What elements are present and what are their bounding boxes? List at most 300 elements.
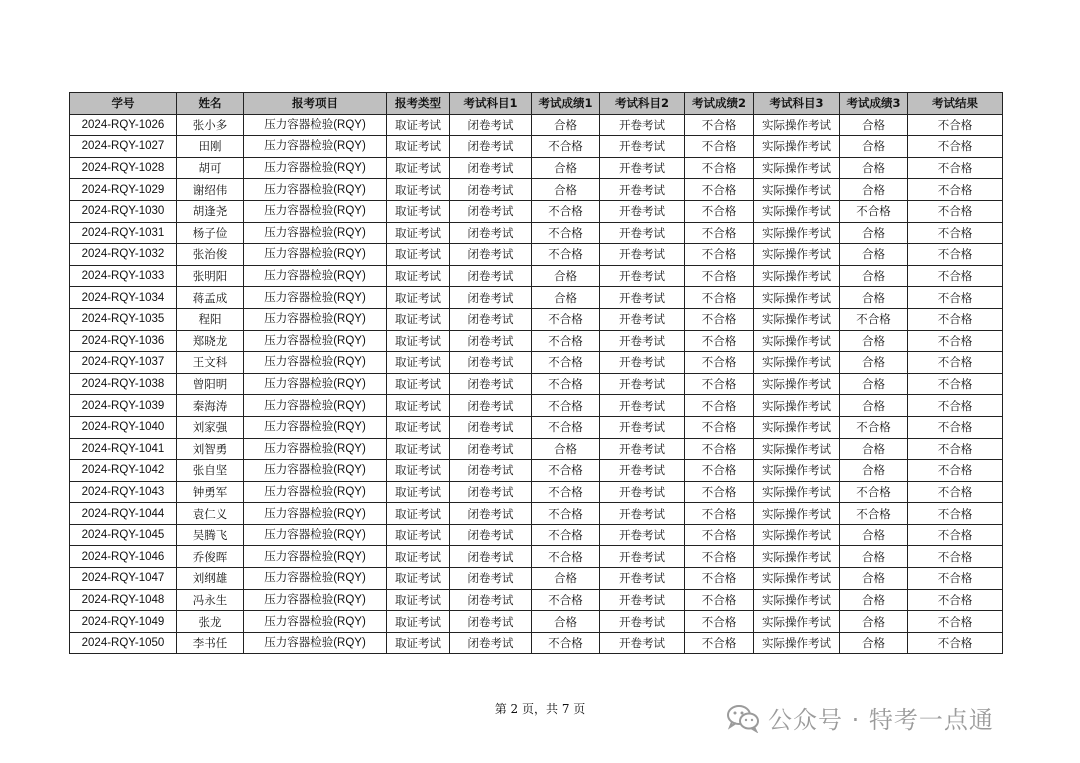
cell-subject-1: 闭卷考试 <box>450 222 532 244</box>
cell-subject-3: 实际操作考试 <box>754 395 840 417</box>
cell-exam-item: 压力容器检验(RQY) <box>244 373 387 395</box>
cell-exam-type: 取证考试 <box>387 611 450 633</box>
cell-name: 张明阳 <box>177 265 244 287</box>
cell-subject-1: 闭卷考试 <box>450 352 532 374</box>
cell-subject-3: 实际操作考试 <box>754 244 840 266</box>
cell-name: 乔俊晖 <box>177 546 244 568</box>
watermark <box>726 700 994 735</box>
cell-subject-1: 闭卷考试 <box>450 546 532 568</box>
cell-score-3: 合格 <box>840 395 908 417</box>
cell-subject-1: 闭卷考试 <box>450 373 532 395</box>
table-row <box>70 308 1003 330</box>
cell-result: 不合格 <box>908 503 1003 525</box>
cell-student-id: 2024-RQY-1030 <box>70 200 177 222</box>
cell-score-3: 合格 <box>840 589 908 611</box>
cell-exam-item: 压力容器检验(RQY) <box>244 568 387 590</box>
cell-score-2: 不合格 <box>685 632 754 654</box>
cell-exam-type: 取证考试 <box>387 200 450 222</box>
cell-exam-type: 取证考试 <box>387 481 450 503</box>
cell-subject-2: 开卷考试 <box>600 352 685 374</box>
header-exam-item: 报考项目 <box>244 93 387 115</box>
cell-score-1: 不合格 <box>532 460 600 482</box>
cell-score-3: 合格 <box>840 632 908 654</box>
cell-exam-type: 取证考试 <box>387 114 450 136</box>
cell-subject-2: 开卷考试 <box>600 438 685 460</box>
cell-result: 不合格 <box>908 524 1003 546</box>
cell-student-id: 2024-RQY-1046 <box>70 546 177 568</box>
cell-score-2: 不合格 <box>685 330 754 352</box>
cell-subject-1: 闭卷考试 <box>450 524 532 546</box>
cell-subject-2: 开卷考试 <box>600 632 685 654</box>
cell-student-id: 2024-RQY-1042 <box>70 460 177 482</box>
cell-score-2: 不合格 <box>685 481 754 503</box>
table-row <box>70 546 1003 568</box>
wechat-icon <box>726 703 760 733</box>
cell-score-3: 不合格 <box>840 416 908 438</box>
header-result: 考试结果 <box>908 93 1003 115</box>
cell-score-1: 不合格 <box>532 244 600 266</box>
cell-student-id: 2024-RQY-1049 <box>70 611 177 633</box>
cell-subject-2: 开卷考试 <box>600 222 685 244</box>
cell-exam-type: 取证考试 <box>387 568 450 590</box>
cell-result: 不合格 <box>908 438 1003 460</box>
cell-student-id: 2024-RQY-1035 <box>70 308 177 330</box>
table-row <box>70 330 1003 352</box>
header-subject-1: 考试科目1 <box>450 93 532 115</box>
cell-subject-3: 实际操作考试 <box>754 589 840 611</box>
table-row <box>70 200 1003 222</box>
cell-subject-2: 开卷考试 <box>600 460 685 482</box>
cell-score-3: 合格 <box>840 179 908 201</box>
cell-subject-2: 开卷考试 <box>600 611 685 633</box>
table-row <box>70 568 1003 590</box>
cell-score-2: 不合格 <box>685 114 754 136</box>
cell-subject-3: 实际操作考试 <box>754 481 840 503</box>
cell-score-1: 不合格 <box>532 136 600 158</box>
cell-name: 王文科 <box>177 352 244 374</box>
cell-name: 刘智勇 <box>177 438 244 460</box>
cell-subject-2: 开卷考试 <box>600 308 685 330</box>
cell-result: 不合格 <box>908 568 1003 590</box>
cell-result: 不合格 <box>908 416 1003 438</box>
cell-name: 胡可 <box>177 157 244 179</box>
cell-exam-item: 压力容器检验(RQY) <box>244 114 387 136</box>
cell-result: 不合格 <box>908 611 1003 633</box>
cell-name: 胡逢尧 <box>177 200 244 222</box>
cell-exam-type: 取证考试 <box>387 179 450 201</box>
cell-exam-type: 取证考试 <box>387 503 450 525</box>
cell-subject-2: 开卷考试 <box>600 481 685 503</box>
cell-result: 不合格 <box>908 136 1003 158</box>
cell-exam-item: 压力容器检验(RQY) <box>244 222 387 244</box>
cell-score-1: 不合格 <box>532 503 600 525</box>
table-row <box>70 157 1003 179</box>
cell-subject-2: 开卷考试 <box>600 524 685 546</box>
cell-exam-type: 取证考试 <box>387 373 450 395</box>
cell-exam-item: 压力容器检验(RQY) <box>244 438 387 460</box>
cell-subject-1: 闭卷考试 <box>450 503 532 525</box>
cell-subject-1: 闭卷考试 <box>450 438 532 460</box>
cell-subject-1: 闭卷考试 <box>450 114 532 136</box>
cell-name: 田刚 <box>177 136 244 158</box>
cell-score-1: 合格 <box>532 179 600 201</box>
cell-subject-1: 闭卷考试 <box>450 416 532 438</box>
cell-name: 刘纲雄 <box>177 568 244 590</box>
cell-subject-3: 实际操作考试 <box>754 136 840 158</box>
cell-result: 不合格 <box>908 460 1003 482</box>
cell-exam-type: 取证考试 <box>387 265 450 287</box>
cell-name: 郑晓龙 <box>177 330 244 352</box>
cell-score-2: 不合格 <box>685 222 754 244</box>
cell-subject-1: 闭卷考试 <box>450 330 532 352</box>
header-student-id: 学号 <box>70 93 177 115</box>
cell-result: 不合格 <box>908 222 1003 244</box>
cell-result: 不合格 <box>908 157 1003 179</box>
cell-score-3: 合格 <box>840 265 908 287</box>
cell-subject-1: 闭卷考试 <box>450 460 532 482</box>
cell-score-1: 合格 <box>532 157 600 179</box>
cell-score-2: 不合格 <box>685 136 754 158</box>
cell-subject-3: 实际操作考试 <box>754 373 840 395</box>
cell-subject-2: 开卷考试 <box>600 546 685 568</box>
cell-exam-item: 压力容器检验(RQY) <box>244 287 387 309</box>
table-row <box>70 287 1003 309</box>
cell-result: 不合格 <box>908 244 1003 266</box>
cell-score-2: 不合格 <box>685 265 754 287</box>
results-table <box>69 92 1003 654</box>
cell-subject-1: 闭卷考试 <box>450 395 532 417</box>
cell-student-id: 2024-RQY-1048 <box>70 589 177 611</box>
cell-subject-3: 实际操作考试 <box>754 524 840 546</box>
cell-exam-type: 取证考试 <box>387 157 450 179</box>
cell-subject-1: 闭卷考试 <box>450 632 532 654</box>
cell-score-1: 不合格 <box>532 481 600 503</box>
cell-score-1: 不合格 <box>532 200 600 222</box>
cell-score-3: 合格 <box>840 546 908 568</box>
table-row <box>70 611 1003 633</box>
cell-exam-item: 压力容器检验(RQY) <box>244 460 387 482</box>
cell-score-3: 合格 <box>840 611 908 633</box>
cell-subject-3: 实际操作考试 <box>754 352 840 374</box>
cell-student-id: 2024-RQY-1040 <box>70 416 177 438</box>
table-row <box>70 395 1003 417</box>
cell-score-1: 不合格 <box>532 632 600 654</box>
cell-student-id: 2024-RQY-1036 <box>70 330 177 352</box>
table-row <box>70 503 1003 525</box>
cell-exam-item: 压力容器检验(RQY) <box>244 265 387 287</box>
cell-score-2: 不合格 <box>685 568 754 590</box>
cell-name: 吴腾飞 <box>177 524 244 546</box>
cell-exam-item: 压力容器检验(RQY) <box>244 632 387 654</box>
cell-name: 杨子俭 <box>177 222 244 244</box>
cell-exam-type: 取证考试 <box>387 416 450 438</box>
cell-score-1: 不合格 <box>532 373 600 395</box>
table-row <box>70 524 1003 546</box>
cell-name: 秦海涛 <box>177 395 244 417</box>
table-row <box>70 460 1003 482</box>
cell-name: 张自坚 <box>177 460 244 482</box>
cell-exam-type: 取证考试 <box>387 524 450 546</box>
cell-score-3: 合格 <box>840 373 908 395</box>
table-row <box>70 179 1003 201</box>
cell-subject-3: 实际操作考试 <box>754 265 840 287</box>
cell-score-3: 不合格 <box>840 503 908 525</box>
cell-student-id: 2024-RQY-1047 <box>70 568 177 590</box>
cell-exam-type: 取证考试 <box>387 589 450 611</box>
cell-exam-item: 压力容器检验(RQY) <box>244 546 387 568</box>
cell-subject-3: 实际操作考试 <box>754 114 840 136</box>
cell-subject-1: 闭卷考试 <box>450 611 532 633</box>
cell-score-1: 合格 <box>532 611 600 633</box>
cell-student-id: 2024-RQY-1050 <box>70 632 177 654</box>
cell-subject-3: 实际操作考试 <box>754 179 840 201</box>
table-row <box>70 481 1003 503</box>
cell-result: 不合格 <box>908 179 1003 201</box>
cell-score-2: 不合格 <box>685 416 754 438</box>
cell-subject-2: 开卷考试 <box>600 330 685 352</box>
cell-score-2: 不合格 <box>685 244 754 266</box>
cell-score-3: 合格 <box>840 222 908 244</box>
cell-subject-1: 闭卷考试 <box>450 568 532 590</box>
table-row <box>70 265 1003 287</box>
table-row <box>70 438 1003 460</box>
table-row <box>70 114 1003 136</box>
cell-student-id: 2024-RQY-1028 <box>70 157 177 179</box>
cell-subject-3: 实际操作考试 <box>754 611 840 633</box>
cell-score-1: 不合格 <box>532 524 600 546</box>
cell-subject-3: 实际操作考试 <box>754 330 840 352</box>
cell-result: 不合格 <box>908 287 1003 309</box>
cell-score-3: 合格 <box>840 330 908 352</box>
cell-score-2: 不合格 <box>685 503 754 525</box>
cell-exam-item: 压力容器检验(RQY) <box>244 157 387 179</box>
cell-exam-item: 压力容器检验(RQY) <box>244 352 387 374</box>
cell-score-3: 合格 <box>840 524 908 546</box>
cell-subject-2: 开卷考试 <box>600 395 685 417</box>
cell-subject-1: 闭卷考试 <box>450 287 532 309</box>
cell-subject-2: 开卷考试 <box>600 265 685 287</box>
cell-subject-2: 开卷考试 <box>600 589 685 611</box>
cell-subject-3: 实际操作考试 <box>754 200 840 222</box>
cell-score-3: 合格 <box>840 244 908 266</box>
cell-exam-type: 取证考试 <box>387 287 450 309</box>
cell-score-3: 合格 <box>840 352 908 374</box>
cell-student-id: 2024-RQY-1038 <box>70 373 177 395</box>
cell-exam-item: 压力容器检验(RQY) <box>244 179 387 201</box>
cell-score-2: 不合格 <box>685 373 754 395</box>
cell-score-2: 不合格 <box>685 395 754 417</box>
cell-subject-3: 实际操作考试 <box>754 287 840 309</box>
table-row <box>70 222 1003 244</box>
cell-subject-1: 闭卷考试 <box>450 200 532 222</box>
cell-name: 程阳 <box>177 308 244 330</box>
header-score-2: 考试成绩2 <box>685 93 754 115</box>
cell-subject-2: 开卷考试 <box>600 568 685 590</box>
cell-result: 不合格 <box>908 395 1003 417</box>
cell-subject-3: 实际操作考试 <box>754 503 840 525</box>
cell-subject-2: 开卷考试 <box>600 114 685 136</box>
cell-score-3: 不合格 <box>840 481 908 503</box>
cell-subject-2: 开卷考试 <box>600 373 685 395</box>
cell-result: 不合格 <box>908 200 1003 222</box>
cell-name: 钟勇军 <box>177 481 244 503</box>
cell-student-id: 2024-RQY-1032 <box>70 244 177 266</box>
cell-score-1: 不合格 <box>532 589 600 611</box>
cell-name: 张小多 <box>177 114 244 136</box>
cell-exam-item: 压力容器检验(RQY) <box>244 589 387 611</box>
cell-student-id: 2024-RQY-1029 <box>70 179 177 201</box>
cell-score-1: 不合格 <box>532 546 600 568</box>
cell-student-id: 2024-RQY-1044 <box>70 503 177 525</box>
cell-score-1: 合格 <box>532 568 600 590</box>
cell-exam-item: 压力容器检验(RQY) <box>244 330 387 352</box>
cell-score-2: 不合格 <box>685 200 754 222</box>
cell-exam-item: 压力容器检验(RQY) <box>244 503 387 525</box>
cell-name: 张龙 <box>177 611 244 633</box>
table-row <box>70 352 1003 374</box>
header-subject-2: 考试科目2 <box>600 93 685 115</box>
header-name: 姓名 <box>177 93 244 115</box>
cell-exam-item: 压力容器检验(RQY) <box>244 244 387 266</box>
cell-score-1: 不合格 <box>532 308 600 330</box>
cell-subject-2: 开卷考试 <box>600 136 685 158</box>
cell-exam-item: 压力容器检验(RQY) <box>244 136 387 158</box>
cell-exam-item: 压力容器检验(RQY) <box>244 308 387 330</box>
cell-exam-type: 取证考试 <box>387 308 450 330</box>
cell-score-2: 不合格 <box>685 287 754 309</box>
cell-exam-item: 压力容器检验(RQY) <box>244 416 387 438</box>
cell-score-3: 合格 <box>840 568 908 590</box>
cell-exam-type: 取证考试 <box>387 222 450 244</box>
cell-exam-type: 取证考试 <box>387 546 450 568</box>
cell-exam-item: 压力容器检验(RQY) <box>244 200 387 222</box>
cell-name: 谢绍伟 <box>177 179 244 201</box>
cell-subject-2: 开卷考试 <box>600 503 685 525</box>
cell-subject-1: 闭卷考试 <box>450 179 532 201</box>
cell-score-2: 不合格 <box>685 308 754 330</box>
cell-exam-type: 取证考试 <box>387 438 450 460</box>
cell-result: 不合格 <box>908 114 1003 136</box>
cell-student-id: 2024-RQY-1045 <box>70 524 177 546</box>
cell-student-id: 2024-RQY-1034 <box>70 287 177 309</box>
cell-score-1: 合格 <box>532 438 600 460</box>
cell-student-id: 2024-RQY-1041 <box>70 438 177 460</box>
cell-result: 不合格 <box>908 308 1003 330</box>
cell-name: 刘家强 <box>177 416 244 438</box>
cell-subject-3: 实际操作考试 <box>754 568 840 590</box>
cell-score-2: 不合格 <box>685 438 754 460</box>
cell-score-1: 不合格 <box>532 222 600 244</box>
cell-subject-3: 实际操作考试 <box>754 157 840 179</box>
cell-subject-1: 闭卷考试 <box>450 244 532 266</box>
cell-name: 袁仁义 <box>177 503 244 525</box>
cell-exam-type: 取证考试 <box>387 136 450 158</box>
cell-student-id: 2024-RQY-1037 <box>70 352 177 374</box>
cell-exam-item: 压力容器检验(RQY) <box>244 524 387 546</box>
cell-score-2: 不合格 <box>685 352 754 374</box>
watermark-text: 公众号 · 特考一点通 <box>768 706 994 734</box>
cell-score-3: 合格 <box>840 114 908 136</box>
cell-result: 不合格 <box>908 546 1003 568</box>
cell-exam-type: 取证考试 <box>387 460 450 482</box>
cell-name: 张治俊 <box>177 244 244 266</box>
cell-student-id: 2024-RQY-1027 <box>70 136 177 158</box>
cell-subject-2: 开卷考试 <box>600 200 685 222</box>
cell-score-2: 不合格 <box>685 460 754 482</box>
cell-exam-type: 取证考试 <box>387 352 450 374</box>
cell-subject-2: 开卷考试 <box>600 179 685 201</box>
cell-name: 蒋孟成 <box>177 287 244 309</box>
cell-student-id: 2024-RQY-1033 <box>70 265 177 287</box>
cell-exam-type: 取证考试 <box>387 244 450 266</box>
cell-score-2: 不合格 <box>685 546 754 568</box>
cell-result: 不合格 <box>908 352 1003 374</box>
cell-score-2: 不合格 <box>685 589 754 611</box>
cell-subject-1: 闭卷考试 <box>450 589 532 611</box>
table-row <box>70 416 1003 438</box>
cell-name: 李书任 <box>177 632 244 654</box>
cell-exam-type: 取证考试 <box>387 395 450 417</box>
cell-score-3: 合格 <box>840 157 908 179</box>
cell-result: 不合格 <box>908 265 1003 287</box>
cell-score-2: 不合格 <box>685 157 754 179</box>
cell-subject-3: 实际操作考试 <box>754 632 840 654</box>
cell-exam-item: 压力容器检验(RQY) <box>244 611 387 633</box>
cell-score-3: 合格 <box>840 460 908 482</box>
cell-score-3: 合格 <box>840 287 908 309</box>
cell-student-id: 2024-RQY-1039 <box>70 395 177 417</box>
cell-student-id: 2024-RQY-1043 <box>70 481 177 503</box>
cell-score-3: 合格 <box>840 438 908 460</box>
cell-subject-1: 闭卷考试 <box>450 265 532 287</box>
cell-score-3: 不合格 <box>840 308 908 330</box>
table-row <box>70 136 1003 158</box>
cell-result: 不合格 <box>908 632 1003 654</box>
table-header-row <box>70 93 1003 115</box>
cell-subject-1: 闭卷考试 <box>450 308 532 330</box>
page-number: 第 2 页，共 7 页 <box>494 702 586 716</box>
cell-result: 不合格 <box>908 330 1003 352</box>
header-score-1: 考试成绩1 <box>532 93 600 115</box>
cell-score-1: 合格 <box>532 265 600 287</box>
cell-name: 曾阳明 <box>177 373 244 395</box>
cell-subject-3: 实际操作考试 <box>754 460 840 482</box>
cell-subject-2: 开卷考试 <box>600 416 685 438</box>
cell-subject-3: 实际操作考试 <box>754 416 840 438</box>
cell-score-2: 不合格 <box>685 524 754 546</box>
cell-name: 冯永生 <box>177 589 244 611</box>
header-subject-3: 考试科目3 <box>754 93 840 115</box>
cell-subject-3: 实际操作考试 <box>754 438 840 460</box>
cell-subject-3: 实际操作考试 <box>754 222 840 244</box>
cell-exam-type: 取证考试 <box>387 632 450 654</box>
cell-subject-1: 闭卷考试 <box>450 157 532 179</box>
cell-student-id: 2024-RQY-1031 <box>70 222 177 244</box>
cell-result: 不合格 <box>908 373 1003 395</box>
cell-score-1: 不合格 <box>532 395 600 417</box>
cell-score-3: 不合格 <box>840 200 908 222</box>
cell-subject-1: 闭卷考试 <box>450 136 532 158</box>
header-exam-type: 报考类型 <box>387 93 450 115</box>
cell-subject-3: 实际操作考试 <box>754 308 840 330</box>
cell-score-3: 合格 <box>840 136 908 158</box>
cell-result: 不合格 <box>908 589 1003 611</box>
cell-exam-item: 压力容器检验(RQY) <box>244 395 387 417</box>
cell-result: 不合格 <box>908 481 1003 503</box>
table-row <box>70 373 1003 395</box>
cell-score-2: 不合格 <box>685 179 754 201</box>
table-body <box>70 114 1003 654</box>
